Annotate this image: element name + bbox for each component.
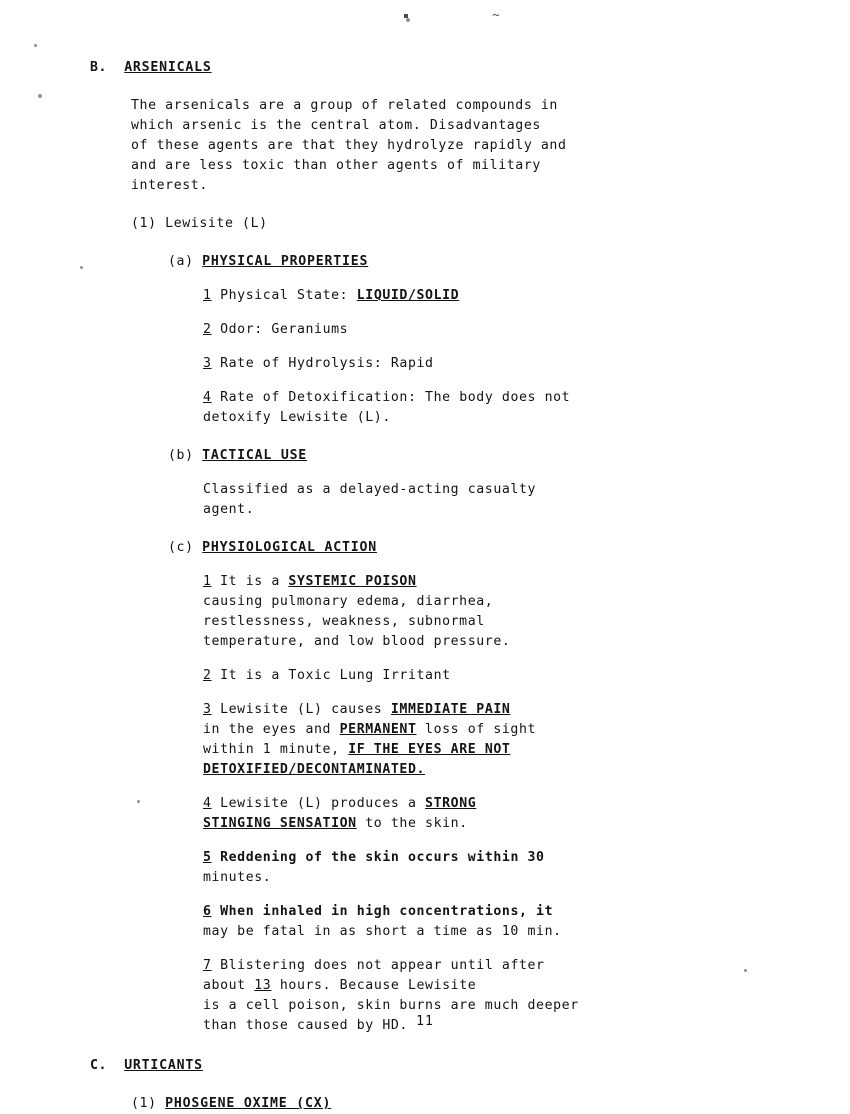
list-item — [203, 388, 850, 408]
list-item-text: Reddening of the skin occurs within 30 — [220, 850, 545, 865]
list-item — [203, 794, 850, 814]
list-item-number: 3 — [203, 702, 212, 717]
list-item — [203, 956, 850, 976]
list-item-number: 1 — [203, 288, 212, 303]
list-item-continuation — [203, 814, 850, 834]
section-c-item-1-marker: (1) — [131, 1096, 157, 1111]
list-item-text: Lewisite (L) causes — [220, 702, 391, 717]
list-item-continuation — [203, 760, 850, 780]
list-item-continuation: may be fatal in as short a time as 10 min. — [203, 924, 562, 939]
list-item-continuation — [203, 740, 850, 760]
list-item-continuation: minutes. — [203, 870, 272, 885]
section-b-heading — [90, 58, 850, 78]
continuation-emphasis: DETOXIFIED/DECONTAMINATED. — [203, 762, 426, 777]
intro-line: interest. — [131, 178, 208, 193]
subsection-b-body-line: Classified as a delayed-acting casualty — [203, 482, 537, 497]
subsection-a-heading — [168, 252, 850, 272]
list-item-number: 5 — [203, 850, 212, 865]
list-item-emphasis: LIQUID/SOLID — [356, 288, 460, 303]
list-item-text: Lewisite (L) produces a — [220, 796, 426, 811]
item-1-lewisite — [131, 214, 850, 234]
list-item-text: Odor: Geraniums — [220, 322, 349, 337]
list-item — [203, 354, 850, 374]
list-item-number: 2 — [203, 322, 212, 337]
list-item-continuation: than those caused by HD. — [203, 1018, 408, 1033]
list-item-text: Rate of Detoxification: The body does not — [220, 390, 571, 405]
intro-line: and are less toxic than other agents of military — [131, 158, 541, 173]
subsection-c-title: PHYSIOLOGICAL ACTION — [202, 540, 377, 555]
list-item-emphasis: STRONG — [425, 796, 477, 811]
subsection-a-marker: (a) — [168, 254, 194, 269]
intro-line: of these agents are that they hydrolyze rapidly and — [131, 138, 567, 153]
list-item — [203, 700, 850, 720]
list-item-text: Blistering does not appear until after — [220, 958, 545, 973]
continuation-tail: to the skin. — [356, 816, 468, 831]
list-item-emphasis: SYSTEMIC POISON — [288, 574, 417, 589]
list-item-number: 4 — [203, 796, 212, 811]
list-item-number: 1 — [203, 574, 212, 589]
section-c-item-1 — [131, 1094, 850, 1114]
list-item-number: 3 — [203, 356, 212, 371]
continuation-emphasis: STINGING SENSATION — [203, 816, 357, 831]
scan-artifact: ~ — [492, 8, 499, 23]
list-item-number: 2 — [203, 668, 212, 683]
list-item — [203, 848, 850, 868]
list-item — [203, 572, 850, 592]
continuation-emphasis: IF THE EYES ARE NOT — [348, 742, 511, 757]
section-c-title: URTICANTS — [124, 1058, 203, 1073]
page-number: 11 — [416, 1014, 434, 1029]
item-1-title: Lewisite (L) — [165, 216, 268, 231]
subsection-a-title: PHYSICAL PROPERTIES — [202, 254, 369, 269]
list-item-continuation: is a cell poison, skin burns are much deeper — [203, 998, 579, 1013]
intro-line: which arsenic is the central atom. Disadvantages — [131, 118, 541, 133]
subsection-b-heading — [168, 446, 850, 466]
list-item-continuation: restlessness, weakness, subnormal — [203, 614, 485, 629]
subsection-c-heading — [168, 538, 850, 558]
continuation-text: within 1 minute, — [203, 742, 349, 757]
continuation-emphasis: PERMANENT — [339, 722, 417, 737]
continuation-underlined-number: 13 — [254, 978, 272, 993]
continuation-tail: loss of sight — [416, 722, 537, 737]
list-item-emphasis: IMMEDIATE PAIN — [390, 702, 511, 717]
continuation-tail: hours. Because Lewisite — [271, 978, 477, 993]
list-item-text: It is a — [220, 574, 289, 589]
list-item-continuation: causing pulmonary edema, diarrhea, — [203, 594, 494, 609]
list-item-number: 6 — [203, 904, 212, 919]
list-item-number: 4 — [203, 390, 212, 405]
list-item-continuation — [203, 976, 850, 996]
list-item-text: It is a Toxic Lung Irritant — [220, 668, 451, 683]
scan-speckle — [406, 18, 410, 22]
list-item-text: Physical State: — [220, 288, 357, 303]
subsection-b-title: TACTICAL USE — [202, 448, 308, 463]
continuation-text: in the eyes and — [203, 722, 340, 737]
continuation-text: about — [203, 978, 255, 993]
list-item — [203, 666, 850, 686]
list-item — [203, 320, 850, 340]
item-1-marker: (1) — [131, 216, 157, 231]
list-item-continuation: detoxify Lewisite (L). — [203, 410, 391, 425]
list-item-number: 7 — [203, 958, 212, 973]
list-item-continuation: temperature, and low blood pressure. — [203, 634, 511, 649]
subsection-b-body-line: agent. — [203, 502, 255, 517]
section-c-item-1-title: PHOSGENE OXIME (CX) — [165, 1096, 332, 1111]
subsection-b-marker: (b) — [168, 448, 194, 463]
list-item-text: When inhaled in high concentrations, it — [220, 904, 554, 919]
section-c-label: C. — [90, 1058, 108, 1073]
subsection-c-marker: (c) — [168, 540, 194, 555]
list-item — [203, 902, 850, 922]
list-item — [203, 286, 850, 306]
section-b-title: ARSENICALS — [124, 60, 212, 75]
section-c-heading — [90, 1056, 850, 1076]
intro-line: The arsenicals are a group of related compounds in — [131, 98, 558, 113]
list-item-continuation — [203, 720, 850, 740]
list-item-text: Rate of Hydrolysis: Rapid — [220, 356, 434, 371]
section-b-label: B. — [90, 60, 108, 75]
